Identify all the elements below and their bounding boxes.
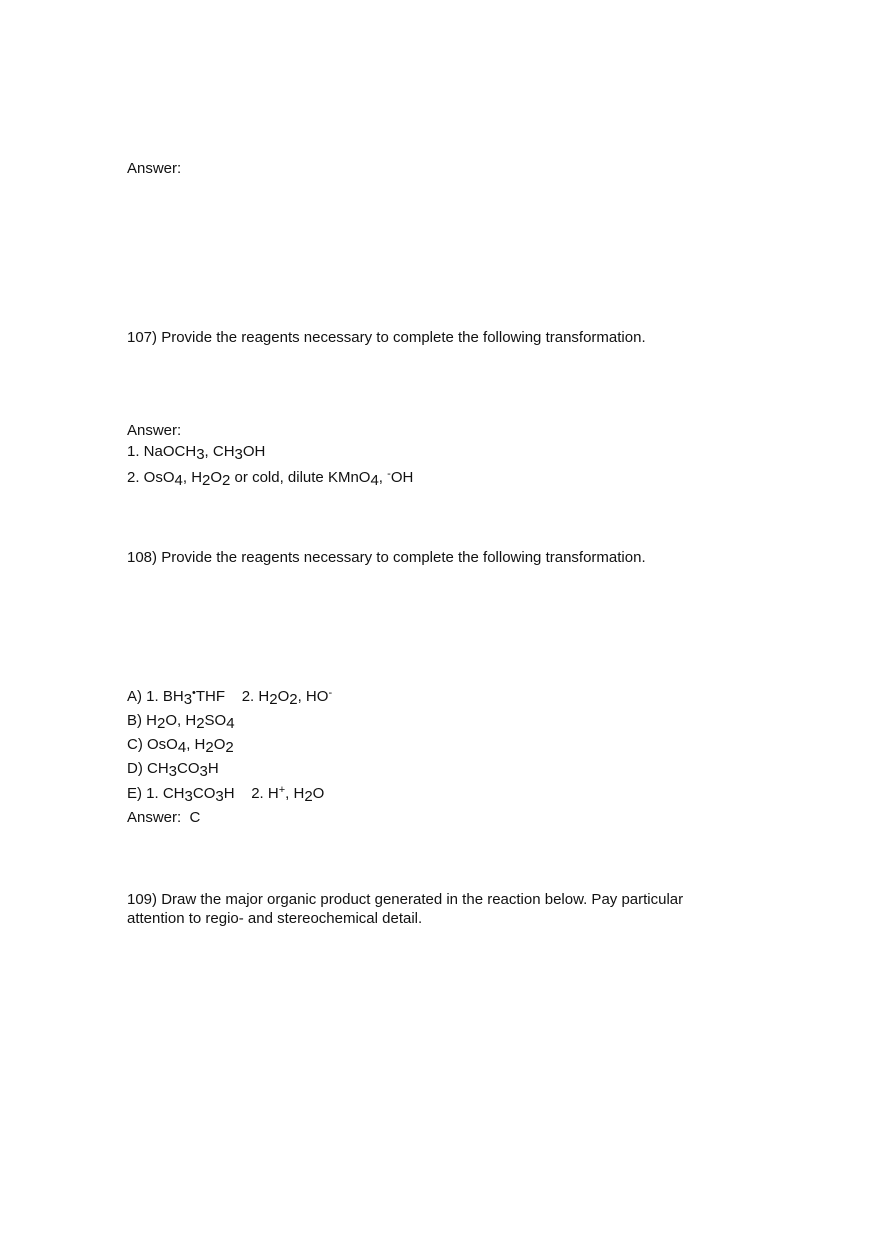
text-run: C) OsO bbox=[127, 736, 178, 753]
answer-label: Answer: bbox=[127, 422, 182, 439]
subscript: 2 bbox=[222, 472, 231, 489]
subscript: 2 bbox=[289, 691, 298, 708]
subscript: 2 bbox=[196, 715, 205, 732]
answer-line bbox=[127, 442, 265, 461]
question-107: 107) Provide the reagents necessary to complete the following transformation. bbox=[127, 329, 646, 346]
text-run: , H bbox=[182, 469, 203, 486]
option-c bbox=[127, 735, 234, 754]
question-109-line1: 109) Draw the major organic product generated in the reaction below. Pay particular bbox=[127, 891, 684, 908]
text-run: , CH bbox=[204, 443, 235, 460]
text-run: SO bbox=[204, 712, 227, 729]
subscript: 3 bbox=[199, 763, 208, 780]
text-run: , HO bbox=[297, 688, 329, 705]
text-run: , bbox=[378, 469, 388, 486]
subscript: 4 bbox=[370, 472, 379, 489]
text-run: O bbox=[312, 785, 325, 802]
subscript: 3 bbox=[168, 763, 178, 780]
subscript: 3 bbox=[215, 788, 224, 805]
option-b bbox=[127, 711, 235, 730]
answer-line bbox=[127, 468, 413, 489]
text-run: CO bbox=[177, 760, 200, 777]
text-run: H 2. H bbox=[223, 785, 279, 802]
text-run: OH bbox=[242, 443, 266, 460]
subscript: 3 bbox=[184, 788, 193, 805]
text-run: E) 1. CH bbox=[127, 785, 185, 802]
text-run: H bbox=[207, 760, 219, 777]
subscript: 3 bbox=[234, 446, 243, 463]
subscript: 4 bbox=[177, 739, 187, 756]
text-run: O, H bbox=[165, 712, 197, 729]
text-run: O bbox=[213, 736, 226, 753]
option-d bbox=[127, 759, 219, 778]
subscript: 2 bbox=[304, 788, 313, 805]
subscript: 2 bbox=[225, 739, 234, 756]
answer-108: Answer: C bbox=[127, 809, 201, 826]
option-e bbox=[127, 784, 324, 805]
subscript: 2 bbox=[157, 715, 166, 732]
text-run: 1. NaOCH bbox=[127, 443, 197, 460]
text-run: OH bbox=[390, 469, 414, 486]
subscript: 2 bbox=[205, 739, 214, 756]
text-run: B) H bbox=[127, 712, 157, 729]
question-108: 108) Provide the reagents necessary to complete the following transformation. bbox=[127, 549, 646, 566]
text-run: , H bbox=[186, 736, 206, 753]
subscript: 3 bbox=[183, 691, 193, 708]
answer-label: Answer: bbox=[127, 160, 182, 177]
superscript: - bbox=[328, 687, 333, 699]
text-run: or cold, dilute KMnO bbox=[230, 469, 371, 486]
superscript: • bbox=[192, 687, 196, 699]
superscript: + bbox=[278, 784, 286, 796]
subscript: 2 bbox=[202, 472, 211, 489]
text-run: O bbox=[210, 469, 223, 486]
subscript: 3 bbox=[196, 446, 205, 463]
text-run: , H bbox=[285, 785, 305, 802]
text-run: O bbox=[277, 688, 290, 705]
option-a bbox=[127, 687, 332, 708]
question-109-line2: attention to regio- and stereochemical detail. bbox=[127, 910, 423, 927]
superscript: - bbox=[387, 468, 391, 480]
subscript: 4 bbox=[226, 715, 235, 732]
text-run: 2. OsO bbox=[127, 469, 175, 486]
text-run: A) 1. BH bbox=[127, 688, 184, 705]
subscript: 2 bbox=[269, 691, 278, 708]
subscript: 4 bbox=[174, 472, 183, 489]
text-run: D) CH bbox=[127, 760, 169, 777]
text-run: CO bbox=[192, 785, 216, 802]
text-run: THF 2. H bbox=[195, 688, 270, 705]
